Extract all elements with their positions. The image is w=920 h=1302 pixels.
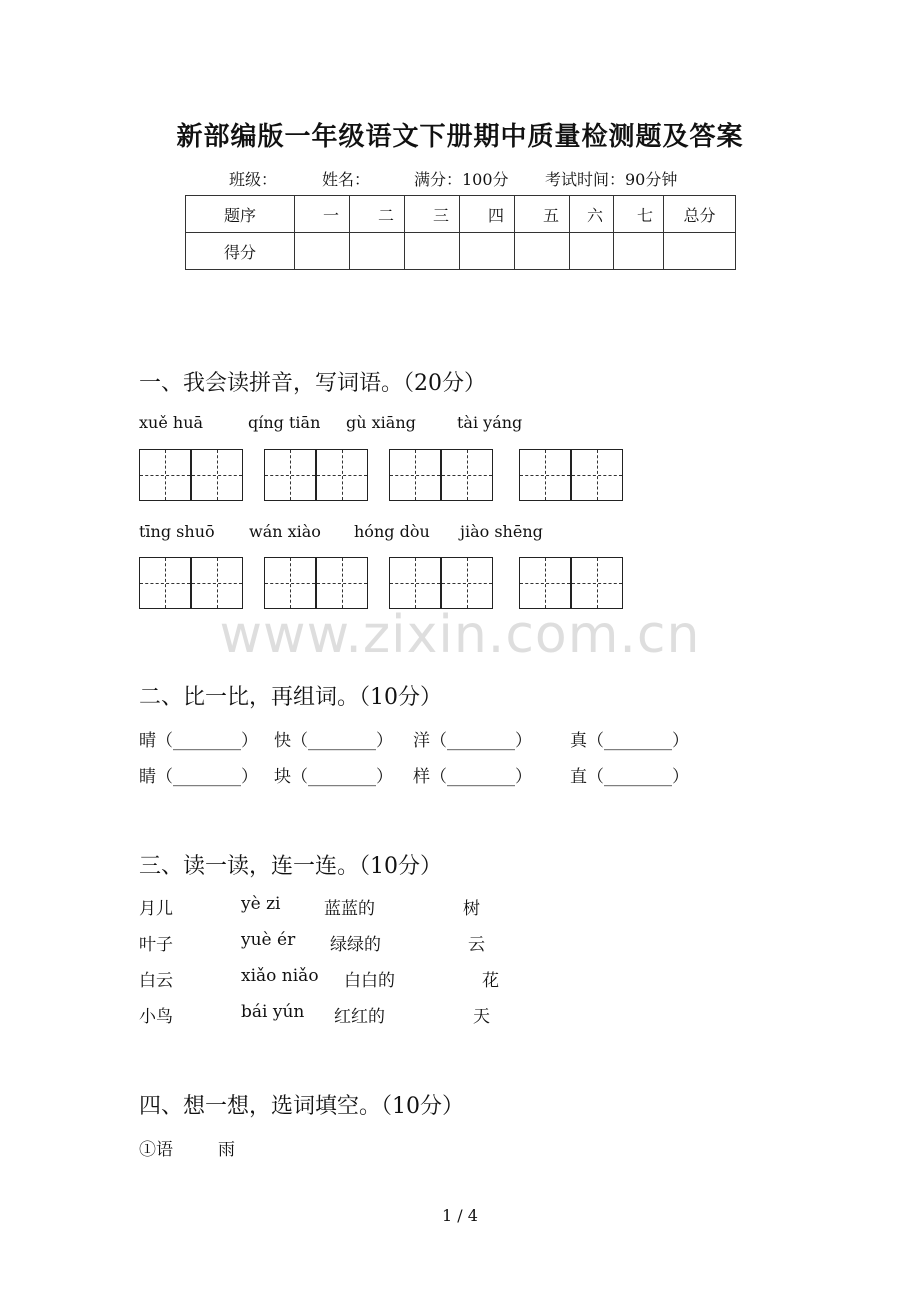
exam-time: 考试时间：90分钟 xyxy=(545,170,678,189)
tianzige-box[interactable] xyxy=(571,557,623,609)
score-cell xyxy=(460,233,515,270)
tianzige-box[interactable] xyxy=(316,557,368,609)
watermark: www.zixin.com.cn xyxy=(219,605,701,665)
pinyin-label: gù xiāng xyxy=(346,413,416,432)
class-label: 班级： xyxy=(229,170,278,189)
tianzige-box[interactable] xyxy=(191,557,243,609)
tianzige-box[interactable] xyxy=(139,557,191,609)
page-number: 1 / 4 xyxy=(442,1206,478,1225)
table-header-cell: 题序 xyxy=(186,196,295,233)
word-pair-item[interactable]: 晴（________） xyxy=(139,731,258,751)
pinyin-label: tài yáng xyxy=(457,413,523,432)
page-title: 新部编版一年级语文下册期中质量检测题及答案 xyxy=(176,122,744,152)
score-cell xyxy=(614,233,664,270)
tianzige-box[interactable] xyxy=(264,449,316,501)
tianzige-box[interactable] xyxy=(519,449,571,501)
tianzige-box[interactable] xyxy=(571,449,623,501)
score-cell xyxy=(664,233,736,270)
choice-item-b: 雨 xyxy=(218,1140,235,1160)
tianzige-box[interactable] xyxy=(441,557,493,609)
score-table-header-row xyxy=(186,196,736,233)
full-score: 满分：100分 xyxy=(414,170,509,189)
table-header-cell: 一 xyxy=(295,196,350,233)
tianzige-box[interactable] xyxy=(389,449,441,501)
table-header-cell: 总分 xyxy=(664,196,736,233)
pinyin-label: qíng tiān xyxy=(248,413,321,432)
table-header-cell: 二 xyxy=(350,196,405,233)
name-label: 姓名： xyxy=(322,170,371,189)
match-noun[interactable]: 云 xyxy=(468,935,485,955)
score-cell xyxy=(295,233,350,270)
match-word[interactable]: 小鸟 xyxy=(139,1007,173,1027)
pinyin-label: hóng dòu xyxy=(354,522,430,541)
score-table xyxy=(185,195,736,270)
table-header-cell: 五 xyxy=(515,196,570,233)
match-adjective[interactable]: 白白的 xyxy=(344,971,395,991)
word-pair-item[interactable]: 洋（________） xyxy=(413,731,532,751)
tianzige-box[interactable] xyxy=(519,557,571,609)
match-pinyin[interactable]: xiǎo niǎo xyxy=(241,966,319,986)
match-word[interactable]: 白云 xyxy=(139,971,173,991)
table-row-label: 得分 xyxy=(186,233,295,270)
section-3-heading: 三、读一读，连一连。（10分） xyxy=(139,854,442,879)
match-noun[interactable]: 花 xyxy=(482,971,499,991)
table-header-cell: 四 xyxy=(460,196,515,233)
match-noun[interactable]: 天 xyxy=(473,1007,490,1027)
word-pair-item[interactable]: 块（________） xyxy=(274,767,393,787)
section-1-heading: 一、我会读拼音，写词语。（20分） xyxy=(139,371,486,396)
pinyin-label: jiào shēng xyxy=(460,522,543,541)
section-4-heading: 四、想一想，选词填空。（10分） xyxy=(139,1094,464,1119)
tianzige-box[interactable] xyxy=(389,557,441,609)
match-pinyin[interactable]: bái yún xyxy=(241,1002,305,1022)
score-cell xyxy=(570,233,614,270)
word-pair-item[interactable]: 快（________） xyxy=(274,731,393,751)
table-header-cell: 七 xyxy=(614,196,664,233)
section-2-heading: 二、比一比，再组词。（10分） xyxy=(139,685,442,710)
tianzige-box[interactable] xyxy=(264,557,316,609)
table-header-cell: 三 xyxy=(405,196,460,233)
match-adjective[interactable]: 绿绿的 xyxy=(330,935,381,955)
word-pair-item[interactable]: 直（________） xyxy=(570,767,689,787)
match-noun[interactable]: 树 xyxy=(463,899,480,919)
tianzige-box[interactable] xyxy=(139,449,191,501)
tianzige-box[interactable] xyxy=(191,449,243,501)
match-word[interactable]: 叶子 xyxy=(139,935,173,955)
word-pair-item[interactable]: 样（________） xyxy=(413,767,532,787)
match-pinyin[interactable]: yuè ér xyxy=(241,930,296,950)
score-table-score-row xyxy=(186,233,736,270)
pinyin-label: wán xiào xyxy=(249,522,321,541)
pinyin-label: tīng shuō xyxy=(139,522,215,541)
match-pinyin[interactable]: yè zi xyxy=(241,894,281,914)
tianzige-box[interactable] xyxy=(316,449,368,501)
match-word[interactable]: 月儿 xyxy=(139,899,173,919)
pinyin-label: xuě huā xyxy=(139,413,204,432)
tianzige-box[interactable] xyxy=(441,449,493,501)
choice-item-a: ①语 xyxy=(139,1140,173,1160)
word-pair-item[interactable]: 睛（________） xyxy=(139,767,258,787)
score-cell xyxy=(405,233,460,270)
score-cell xyxy=(350,233,405,270)
match-adjective[interactable]: 蓝蓝的 xyxy=(324,899,375,919)
score-cell xyxy=(515,233,570,270)
match-adjective[interactable]: 红红的 xyxy=(334,1007,385,1027)
table-header-cell: 六 xyxy=(570,196,614,233)
word-pair-item[interactable]: 真（________） xyxy=(570,731,689,751)
